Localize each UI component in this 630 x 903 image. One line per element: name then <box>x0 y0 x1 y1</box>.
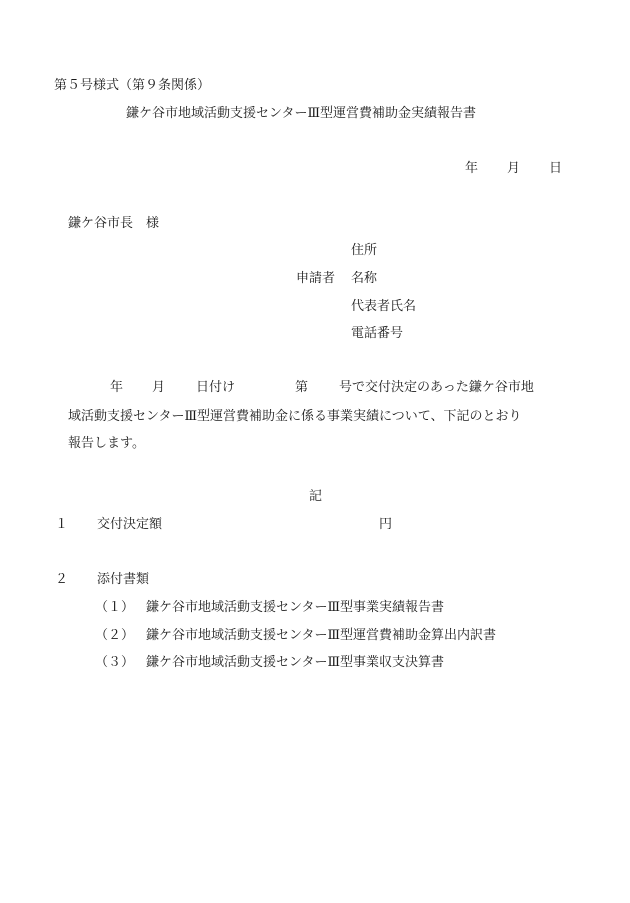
date-day-label: 日 <box>549 161 563 176</box>
addressee: 鎌ケ谷市長 様 <box>68 216 160 231</box>
attached-doc-3-number: （３） <box>95 655 135 670</box>
date-month-label: 月 <box>507 161 521 176</box>
body-dated: 日付け <box>196 380 236 395</box>
body-year: 年 <box>110 380 124 395</box>
body-line2: 域活動支援センターⅢ型運営費補助金に係る事業実績について、下記のとおり <box>68 409 522 424</box>
applicant-phone-label: 電話番号 <box>351 326 404 341</box>
applicant-name-label: 名称 <box>351 271 378 286</box>
item1-unit: 円 <box>379 517 393 532</box>
attached-doc-2-number: （２） <box>95 628 135 643</box>
attached-doc-3-name: 鎌ケ谷市地域活動支援センターⅢ型事業収支決算書 <box>146 655 445 670</box>
attached-doc-1-number: （１） <box>95 600 135 615</box>
item1-number: １ <box>55 517 69 532</box>
item2-label: 添付書類 <box>97 572 150 587</box>
form-number: 第５号様式（第９条関係） <box>54 78 211 93</box>
ki-heading: 記 <box>309 489 323 504</box>
body-line1-rest: 号で交付決定のあった鎌ケ谷市地 <box>339 380 534 395</box>
date-year-label: 年 <box>465 161 479 176</box>
applicant-label: 申請者 <box>296 271 336 286</box>
applicant-representative-label: 代表者氏名 <box>351 299 417 314</box>
item1-label: 交付決定額 <box>97 517 163 532</box>
body-line3: 報告します。 <box>68 436 145 451</box>
body-dai: 第 <box>295 380 309 395</box>
attached-doc-1-name: 鎌ケ谷市地域活動支援センターⅢ型事業実績報告書 <box>146 600 445 615</box>
applicant-address-label: 住所 <box>351 243 378 258</box>
item2-number: ２ <box>55 572 69 587</box>
body-month: 月 <box>152 380 166 395</box>
attached-doc-2-name: 鎌ケ谷市地域活動支援センターⅢ型運営費補助金算出内訳書 <box>146 628 497 643</box>
document-title: 鎌ケ谷市地域活動支援センターⅢ型運営費補助金実績報告書 <box>126 106 477 121</box>
